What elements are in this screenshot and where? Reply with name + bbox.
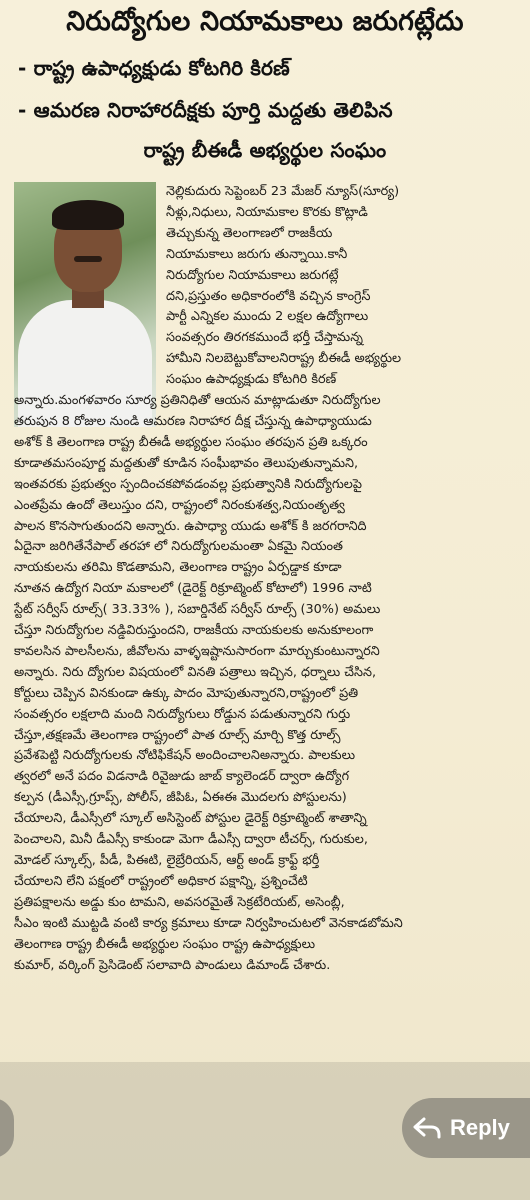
article-line: నీళ్లు,నిధులు, నియామకాల కొరకు కొట్లాడి [166,204,368,220]
article-line: కుమార్, వర్కింగ్ ప్రెసిడెంట్ సలావాది పాండులు డిమాండ్ చేశారు. [14,957,331,973]
reply-arrow-icon [412,1116,442,1140]
article-line: కూడాతమసంపూర్ణ మద్దతుతో కూడిన సంఘీభావం తెలుపుతున్నామని, [14,455,359,471]
headline-main: నిరుద్యోగుల నియామకాలు జరుగట్లేదు [66,6,464,37]
article-line: స్టేట్ సర్వీస్ రూల్స్( 33.33% ), సబార్డినేట్ సర్వీస్ రూల్స్ (30%) అమలు [14,602,381,618]
article-line: నిరుద్యోగుల నియామకాలు జరుగట్లే [166,267,339,283]
article-line: సీఎం ఇంటి ముట్టడి వంటి కార్య క్రమాలు కూడా నిర్వహించుటలో వెనకాడబోమని [14,915,403,931]
article-line: హామీని నిలబెట్టుకోవాలనిరాష్ట్ర బీఈడీ అభ్యర్థుల [166,351,402,367]
article-body [14,182,518,976]
article-line: ఎంతప్రేమ ఉందో తెలుస్తుం దని, రాష్ట్రంలో నిరంకుశత్వ,నియంతృత్వ [14,497,345,513]
article-line: ఇంతవరకు ప్రభుత్వం స్పందించకపోవడంవల్ల ప్రభుత్వానికి నిరుద్యోగులపై [14,476,362,492]
article-line: పెంచాలని, మినీ డీఎస్సీ కాకుండా మెగా డీఎస్సీ ద్వారా టీచర్స్, గురుకుల, [14,832,368,848]
reply-button[interactable] [402,1098,530,1158]
article-line: చేస్తూ,తక్షణమే తెలంగాణ రాష్ట్రంలో పాత రూల్స్ మార్చి కొత్త రూల్స్ [14,727,341,743]
article-line: సంవత్సరం లక్షలాది మంది నిరుద్యోగులు రోడ్డున పడుతున్నారని గుర్తు [14,706,351,722]
article-lines-full [14,391,518,976]
article-line: నాయకులను తరిమి కొడతామని, తెలంగాణ రాష్ట్రం ఏర్పడ్డాక కూడా [14,560,342,576]
headline-sub-1: - రాష్ట్ర ఉపాధ్యక్షుడు కోటగిరి కిరణ్ [18,56,290,80]
article-line: పాలన కొనసాగుతుందని అన్నారు. ఉపాధ్యా యుడు అశోక్ కి జరగరానిది [14,518,367,534]
article-line: అశోక్ కి తెలంగాణ రాష్ట్ర బీఈడీ అభ్యర్థుల సంఘం తరపున ప్రతి ఒక్కరం [14,434,368,450]
article-line: కావలసిన పాలసీలను, జీవోలను వాళ్ళఇష్టానుసారంగా మార్చుకుంటున్నారని [14,643,380,659]
article-line: అన్నారు. నిరు ద్యోగుల విషయంలో వినతి పత్రాలు ఇచ్చిన, ధర్నాలు చేసిన, [14,664,377,680]
headline-sub-3: రాష్ట్ర బీఈడీ అభ్యర్థుల సంఘం [143,138,387,162]
article-line: చేయాలని లేని పక్షంలో రాష్ట్రంలో అధికార పక్షాన్ని, ప్రశ్నించేటి [14,873,308,889]
article-line: త్వరలో అనే పదం విడనాడి రివైజుడు జాబ్ క్యాలెండర్ ద్వారా ఉద్యోగ [14,769,350,785]
article-line: తరుపున 8 రోజుల నుండి ఆమరణ నిరాహార దీక్ష చేస్తున్న ఉపాధ్యాయుడు [14,413,372,429]
article-line: చేయాలని, డీఎస్సీలో స్కూల్ అసిస్టెంట్ పోస్టుల డైరెక్ట్ రిక్రూట్మెంట్ శాతాన్ని [14,811,367,827]
article-line: చేస్తూ నిరుద్యోగుల నడ్డివిరుస్తుందని, రాజకీయ నాయకులకు అనుకూలంగా [14,623,374,639]
article-line: సంఘం ఉపాధ్యక్షుడు కోటగిరి కిరణ్ [166,372,337,388]
article-line: ఏదైనా జరిగితేనేపాల్ తరహా లో నిరుద్యోగులమంతా ఏకమై నియంత [14,539,343,555]
reply-label: Reply [450,1115,510,1140]
headline-sub-2: - ఆమరణ నిరాహారదీక్షకు పూర్తి మద్దతు తెలిపిన [18,98,393,122]
article-line: సంవత్సరం తిరగకముందే భర్తీ చేస్తామన్న [166,330,363,346]
article-line: పార్టీ ఎన్నికల ముందు 2 లక్షల ఉద్యోగాలు [166,309,369,325]
article-line: దని,ప్రస్తుతం అధికారంలోకి వచ్చిన కాంగ్రెస్ [166,288,371,304]
article-line: ప్రతిపక్షాలను అడ్డు కుం టామని, అవసరమైతే సెక్రటేరియట్, అసెంబ్లీ, [14,894,345,910]
article-line: నెల్లికుదురు సెప్టెంబర్ 23 మేజర్ న్యూస్(సూర్య) [166,184,400,199]
article-line: తెచ్చుకున్న తెలంగాణలో రాజకీయ [166,225,333,241]
article-lines-beside-photo [14,182,518,391]
article-line: కోర్టులు చెప్పిన వినకుండా ఉక్కు పాదం మోపుతున్నారని,రాష్ట్రంలో ప్రతి [14,685,359,701]
article-line: తెలంగాణ రాష్ట్ర బీఈడీ అభ్యర్థుల సంఘం రాష్ట్ర ఉపాధ్యక్షులు [14,936,316,952]
article-line: కల్పన (డీఎస్సీ,గ్రూప్స్, పోలీస్, జీపిఓ, ఏఈఈ మొదలగు పోస్టులను) [14,790,347,806]
article-line: నియామకాలు జరుగు తున్నాయి.కానీ [166,246,348,262]
article-line: నూతన ఉద్యోగ నియా మకాలలో (డైరెక్ట్ రిక్రూట్మెంట్ కోటాలో) 1996 నాటి [14,581,372,597]
article-line: అన్నారు.మంగళవారం సూర్య ప్రతినిధితో ఆయన మాట్లాడుతూ నిరుద్యోగుల [14,393,381,409]
article-line: మోడల్ స్కూల్స్, పీడీ, పిఈటి, లైబ్రేరియన్, ఆర్ట్ అండ్ క్రాఫ్ట్ భర్తీ [14,853,320,868]
article-line: ప్రవేశపెట్టి నిరుద్యోగులకు నోటిఫికేషన్ అందించాలనిఅన్నారు. పాలకులు [14,748,356,764]
